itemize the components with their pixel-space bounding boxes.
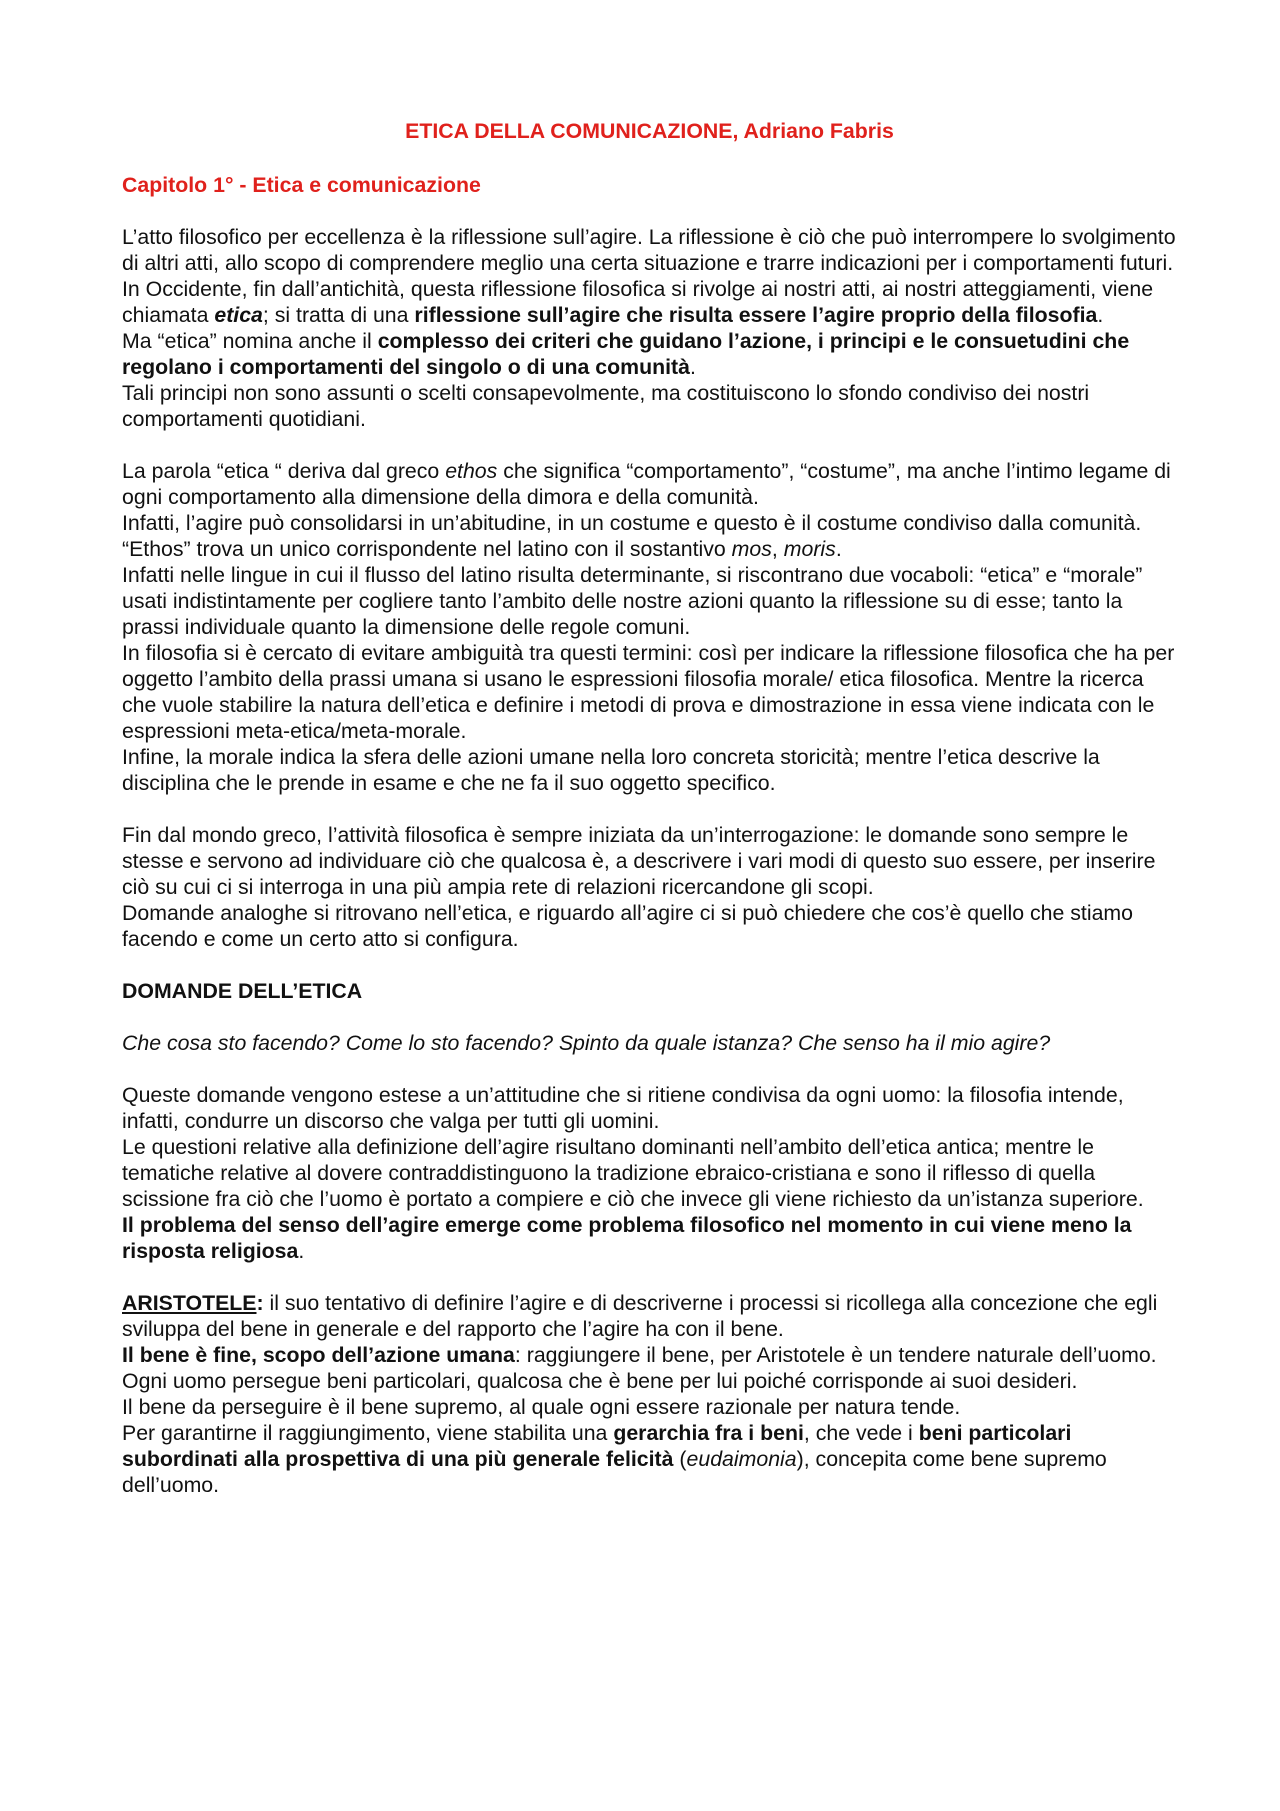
text-run: il suo tentativo di definire l’agire e di descriverne i processi si ricollega alla concezione che egli sviluppa del bene in generale e del rapporto che l’agire ha con il bene. bbox=[122, 1291, 1158, 1341]
paragraph-spacer bbox=[122, 1264, 1177, 1290]
ethics-questions: Che cosa sto facendo? Come lo sto facendo? Spinto da quale istanza? Che senso ha il mio agire? bbox=[122, 1031, 1051, 1055]
paragraph bbox=[122, 822, 1177, 900]
paragraph-spacer bbox=[122, 1004, 1177, 1030]
text-run: La parola “etica “ deriva dal greco bbox=[122, 459, 446, 483]
text-run: : raggiungere il bene, per Aristotele è un tendere naturale dell’uomo. Ogni uomo persegue beni particolari, qualcosa che è bene per lui poiché corrisponde ai suoi desideri. bbox=[122, 1343, 1157, 1393]
paragraph bbox=[122, 640, 1177, 744]
paragraph bbox=[122, 1082, 1177, 1134]
text-run: Ma “etica” nomina anche il bbox=[122, 329, 378, 353]
paragraph bbox=[122, 1420, 1177, 1498]
text-run: Per garantirne il raggiungimento, viene stabilita una bbox=[122, 1421, 614, 1445]
paragraph-spacer bbox=[122, 952, 1177, 978]
text-run: che significa “comportamento”, “costume”, ma anche l’intimo legame di ogni comportamento alla dimensione della dimora e della comunità. bbox=[122, 459, 1171, 509]
text-run: Il bene è fine, scopo dell’azione umana bbox=[122, 1343, 515, 1367]
text-run: beni particolari subordinati alla prospettiva di una più generale felicità bbox=[122, 1421, 1072, 1471]
text-run: , che vede i bbox=[803, 1421, 919, 1445]
text-run: L’atto filosofico per eccellenza è la riflessione sull’agire. La riflessione è ciò che può interrompere lo svolgimento di altri atti, allo scopo di comprendere meglio una certa situazione e trarre indicazioni per i comportamenti futuri. bbox=[122, 225, 1176, 275]
text-run: Queste domande vengono estese a un’attitudine che si ritiene condivisa da ogni uomo: la filosofia intende, infatti, condurre un discorso che valga per tutti gli uomini. bbox=[122, 1083, 1124, 1133]
text-run: In filosofia si è cercato di evitare ambiguità tra questi termini: così per indicare la riflessione filosofica che ha per oggetto l’ambito della prassi umana si usano le espressioni filosofia morale/ etica filosofica. Mentre la ricerca che vuole stabilire la natura dell’etica e definire i metodi di prova e dimostrazione in essa viene indicata con le espressioni meta-etica/meta-morale. bbox=[122, 641, 1175, 743]
text-run: ), concepita come bene supremo dell’uomo. bbox=[122, 1447, 1107, 1497]
text-run: , bbox=[771, 537, 784, 561]
text-run: In Occidente, fin dall’antichità, questa riflessione filosofica si rivolge ai nostri atti, ai nostri atteggiamenti, viene chiamata bbox=[122, 277, 1154, 327]
text-run: gerarchia fra i beni bbox=[613, 1421, 804, 1445]
text-run: ethos bbox=[445, 459, 498, 483]
text-run: . bbox=[1097, 303, 1104, 327]
paragraph bbox=[122, 276, 1177, 328]
text-run: ( bbox=[673, 1447, 687, 1471]
text-run: : bbox=[256, 1291, 264, 1315]
chapter-heading: Capitolo 1° - Etica e comunicazione bbox=[122, 173, 481, 197]
paragraph bbox=[122, 458, 1177, 510]
text-run: ARISTOTELE bbox=[122, 1291, 257, 1315]
document-title: ETICA DELLA COMUNICAZIONE, Adriano Fabris bbox=[405, 119, 894, 143]
text-run: Tali principi non sono assunti o scelti consapevolmente, ma costituiscono lo sfondo condiviso dei nostri comportamenti quotidiani. bbox=[122, 381, 1090, 431]
paragraph-spacer bbox=[122, 1056, 1177, 1082]
paragraph bbox=[122, 328, 1177, 380]
text-run: . bbox=[298, 1239, 305, 1263]
paragraph bbox=[122, 510, 1177, 536]
text-run: Il bene da perseguire è il bene supremo, al quale ogni essere razionale per natura tende. bbox=[122, 1395, 961, 1419]
text-run: Domande analoghe si ritrovano nell’etica, e riguardo all’agire ci si può chiedere che cos’è quello che stiamo facendo e come un certo atto si configura. bbox=[122, 901, 1133, 951]
text-run: Fin dal mondo greco, l’attività filosofica è sempre iniziata da un’interrogazione: le domande sono sempre le stesse e servono ad individuare ciò che qualcosa è, a descrivere i vari modi di questo suo essere, per inserire ciò su cui ci si interroga in una più ampia rete di relazioni ricercandone gli scopi. bbox=[122, 823, 1156, 899]
text-run: complesso dei criteri che guidano l’azione, i principi e le consuetudini che regolano i comportamenti del singolo o di una comunità bbox=[122, 329, 1130, 379]
paragraph bbox=[122, 562, 1177, 640]
text-run: Il problema del senso dell’agire emerge come problema filosofico nel momento in cui viene meno la risposta religiosa bbox=[122, 1213, 1132, 1263]
paragraph bbox=[122, 1290, 1177, 1342]
text-run: Infatti nelle lingue in cui il flusso del latino risulta determinante, si riscontrano due vocaboli: “etica” e “morale” usati indistintamente per cogliere tanto l’ambito delle nostre azioni quanto la riflessione su di esse; tanto la prassi individuale quanto la dimensione delle regole comuni. bbox=[122, 563, 1143, 639]
text-run: mos bbox=[731, 537, 772, 561]
paragraph bbox=[122, 900, 1177, 952]
paragraph-spacer bbox=[122, 432, 1177, 458]
text-run: Le questioni relative alla definizione dell’agire risultano dominanti nell’ambito dell’etica antica; mentre le tematiche relative al dovere contraddistinguono la tradizione ebraico-cristiana e sono il riflesso di quella scissione fra ciò che l’uomo è portato a compiere e ciò che invece gli viene richiesto da un’istanza superiore. bbox=[122, 1135, 1144, 1211]
text-run: eudaimonia bbox=[686, 1447, 797, 1471]
paragraph bbox=[122, 224, 1177, 276]
text-run: ; si tratta di una bbox=[262, 303, 415, 327]
text-run: Infine, la morale indica la sfera delle azioni umane nella loro concreta storicità; mentre l’etica descrive la disciplina che le prende in esame e che ne fa il suo oggetto specifico. bbox=[122, 745, 1100, 795]
text-run: etica bbox=[214, 303, 263, 327]
document-body bbox=[122, 118, 1177, 1498]
text-run: Infatti, l’agire può consolidarsi in un’abitudine, in un costume e questo è il costume condiviso dalla comunità. bbox=[122, 511, 1142, 535]
text-run: riflessione sull’agire che risulta essere l’agire proprio della filosofia bbox=[414, 303, 1098, 327]
paragraph bbox=[122, 536, 1177, 562]
paragraph bbox=[122, 1394, 1177, 1420]
paragraph bbox=[122, 1342, 1177, 1394]
paragraph bbox=[122, 1134, 1177, 1212]
section-heading: DOMANDE DELL’ETICA bbox=[122, 979, 363, 1003]
text-run: moris bbox=[783, 537, 836, 561]
text-run: . bbox=[835, 537, 842, 561]
paragraph bbox=[122, 380, 1177, 432]
text-run: . bbox=[689, 355, 696, 379]
text-run: “Ethos” trova un unico corrispondente nel latino con il sostantivo bbox=[122, 537, 732, 561]
paragraph-spacer bbox=[122, 796, 1177, 822]
paragraph bbox=[122, 1212, 1177, 1264]
paragraph bbox=[122, 744, 1177, 796]
